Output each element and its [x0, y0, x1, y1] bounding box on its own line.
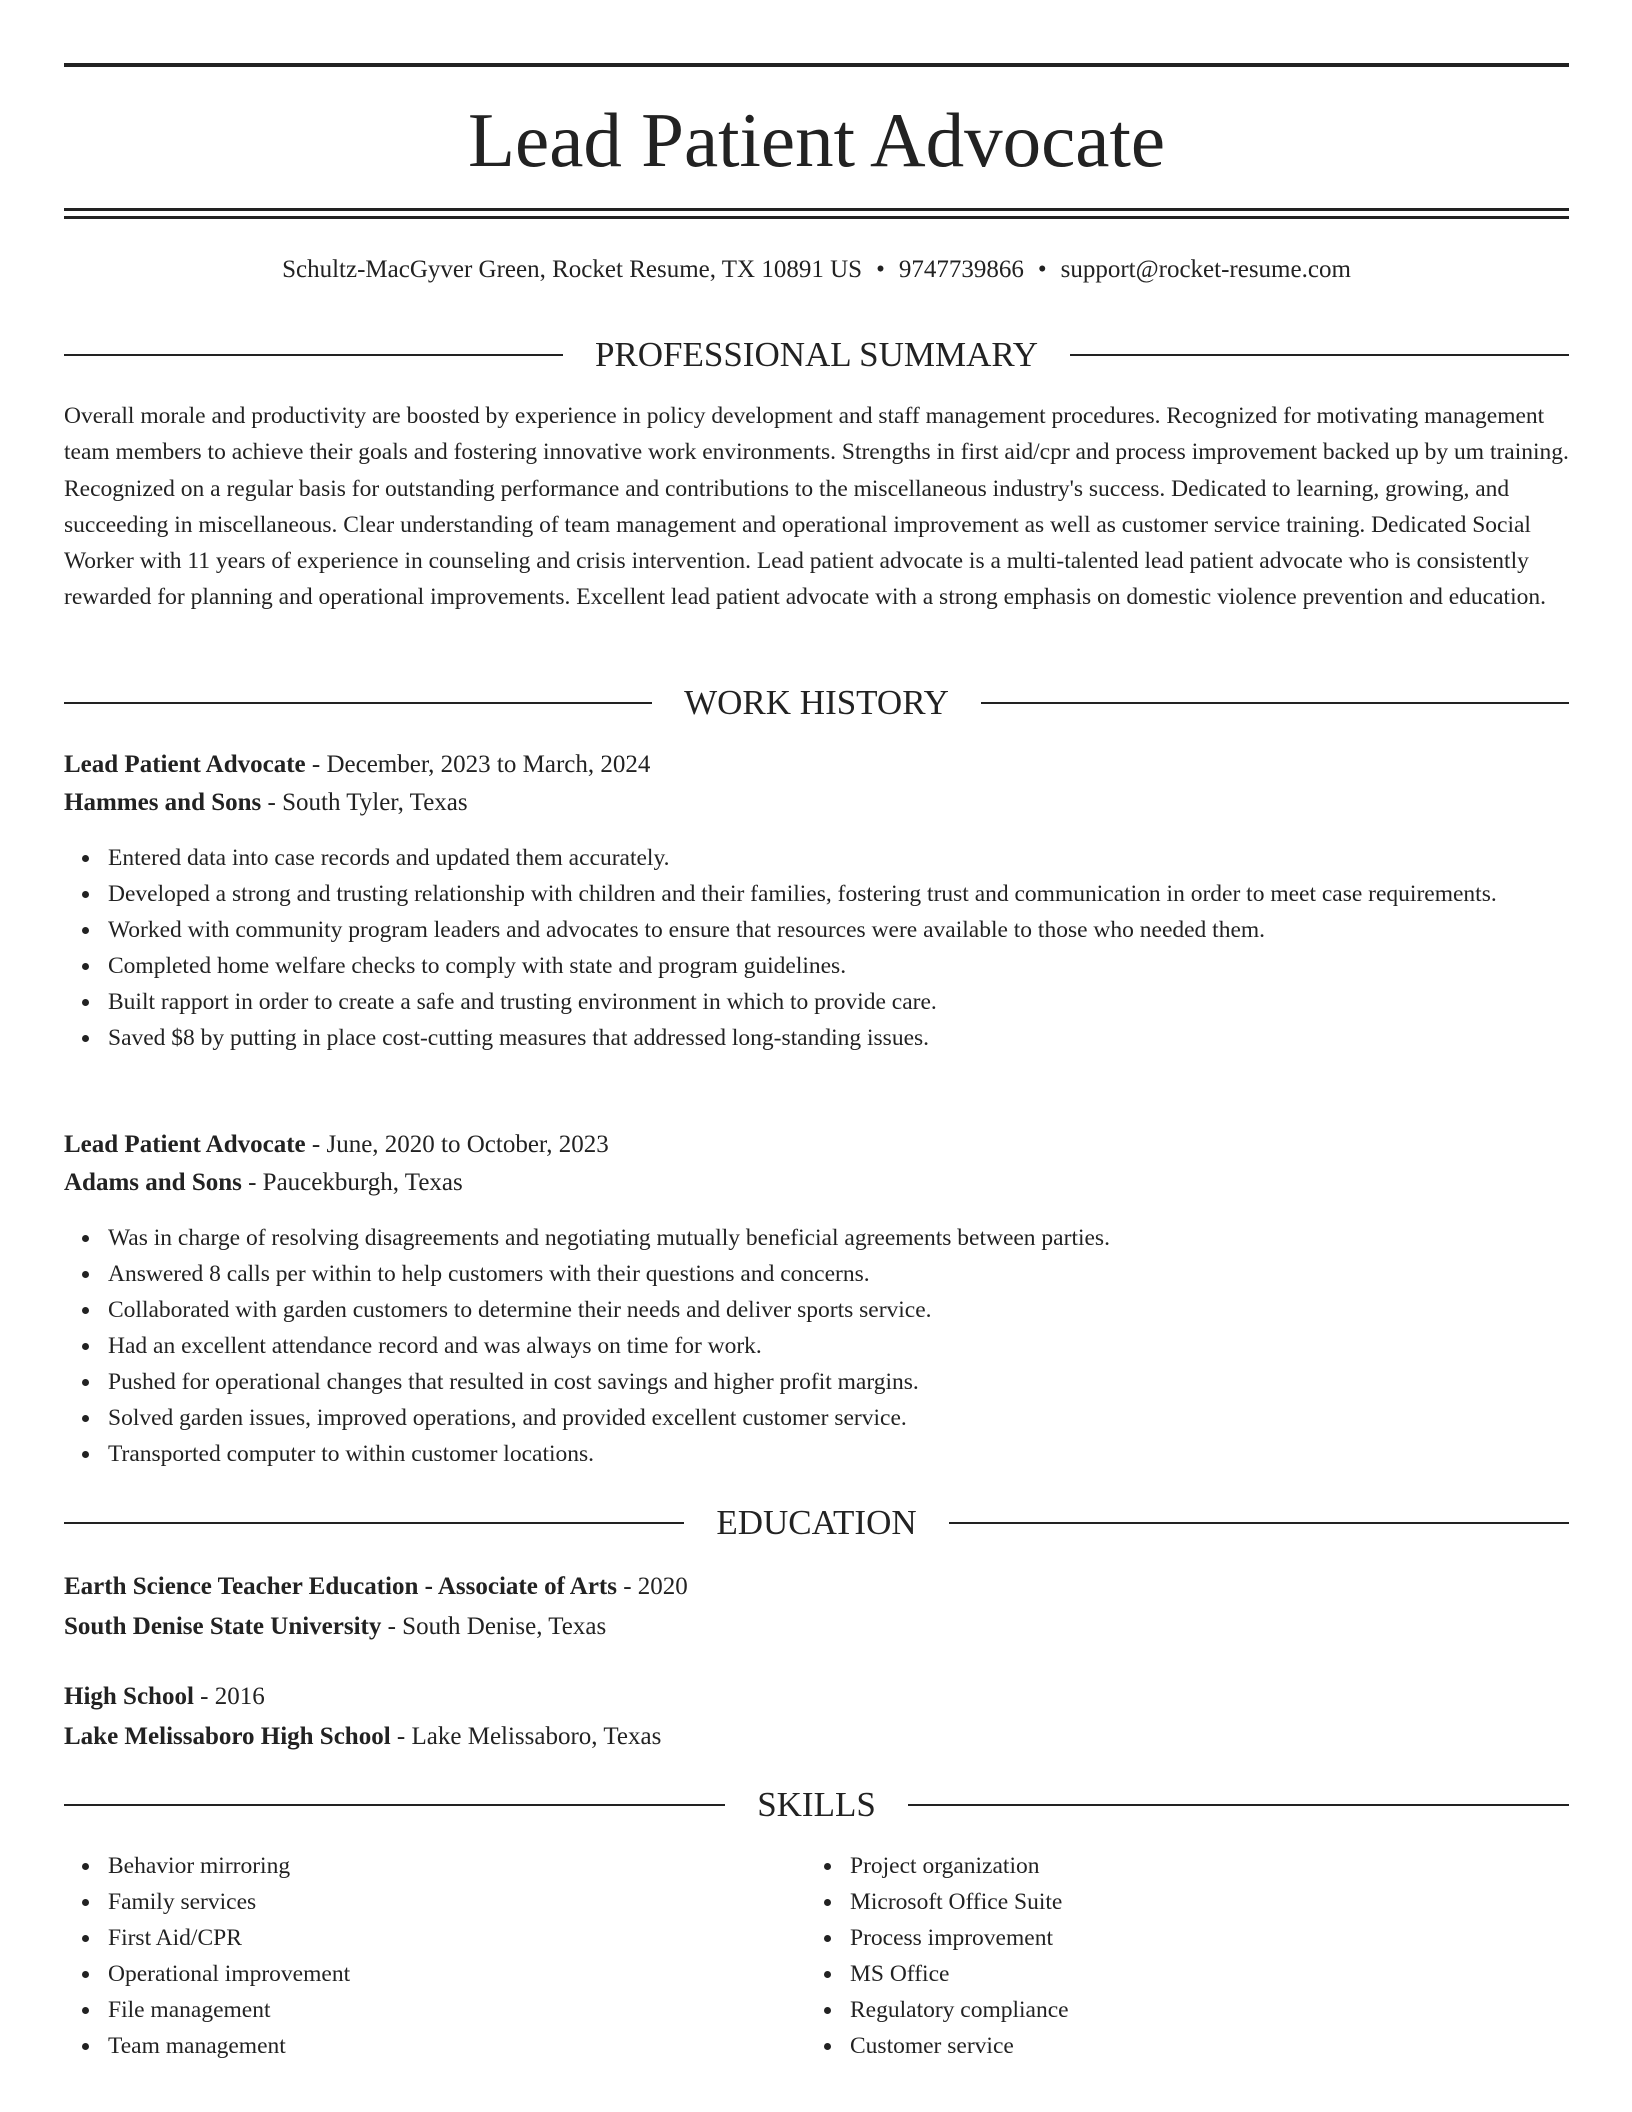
summary-text: Overall morale and productivity are boosted by experience in policy development and staff management procedures. Recognized for motivating management team members to achieve their goals and fostering innovative work environments. Strengths in first aid/cpr and process improvement backed up by um training. Recognized on a regular basis for outstanding performance and contributions to the miscellaneous industry's success. Dedicated to learning, growing, and succeeding in miscellaneous. Clear understanding of team management and operational improvement as well as customer service training. Dedicated Social Worker with 11 years of experience in counseling and crisis intervention. Lead patient advocate is a multi-talented lead patient advocate who is consistently rewarded for planning and operational improvements. Excellent lead patient advocate with a strong emphasis on domestic violence prevention and education.: [64, 403, 1569, 611]
list-item: Completed home welfare checks to comply with state and program guidelines.: [108, 948, 1548, 984]
education-school-line: [64, 1718, 1569, 1756]
job-dates: - December, 2023 to March, 2024: [305, 751, 651, 778]
skill-item: File management: [108, 1992, 708, 2028]
contact-phone: 9747739866: [898, 256, 1024, 283]
list-item: Worked with community program leaders and advocates to ensure that resources were available to those who needed them.: [108, 912, 1548, 948]
education-school: Lake Melissaboro High School: [64, 1723, 391, 1750]
skill-item: Team management: [108, 2028, 708, 2064]
job-company-line: [64, 784, 1569, 822]
education-school: South Denise State University: [64, 1613, 382, 1640]
list-item: Solved garden issues, improved operations, and provided excellent customer service.: [108, 1400, 1548, 1436]
job-title: Lead Patient Advocate: [64, 1131, 306, 1158]
list-item: Collaborated with garden customers to determine their needs and deliver sports service.: [108, 1292, 1548, 1328]
section-heading-summary: [64, 332, 1569, 378]
skill-item: MS Office: [850, 1956, 1450, 1992]
job-location: - South Tyler, Texas: [261, 789, 468, 816]
job-company: Hammes and Sons: [64, 789, 262, 816]
header-top-rule: [64, 63, 1569, 67]
skill-item: Operational improvement: [108, 1956, 708, 1992]
skills-list-left: [108, 1848, 708, 2064]
heading-rule-right: [981, 702, 1569, 704]
skill-item: Behavior mirroring: [108, 1848, 708, 1884]
resume-title: Lead Patient Advocate: [467, 97, 1166, 183]
education-year: - 2016: [193, 1683, 265, 1710]
contact-address: Schultz-MacGyver Green, Rocket Resume, TX 10891 US: [282, 256, 863, 283]
job-company-line: [64, 1164, 1569, 1202]
heading-rule-left: [64, 1804, 725, 1806]
education-school-line: [64, 1608, 1569, 1646]
list-item: Was in charge of resolving disagreements and negotiating mutually beneficial agreements between parties.: [108, 1220, 1548, 1256]
section-heading-skills: [64, 1782, 1569, 1828]
education-degree-line: [64, 1678, 1569, 1716]
heading-rule-left: [64, 1522, 684, 1524]
skill-item: First Aid/CPR: [108, 1920, 708, 1956]
section-title: PROFESSIONAL SUMMARY: [594, 335, 1039, 374]
list-item: Built rapport in order to create a safe and trusting environment in which to provide care.: [108, 984, 1548, 1020]
skill-item: Project organization: [850, 1848, 1450, 1884]
list-item: Pushed for operational changes that resulted in cost savings and higher profit margins.: [108, 1364, 1548, 1400]
education-year: - 2020: [616, 1573, 688, 1600]
job-title: Lead Patient Advocate: [64, 751, 306, 778]
education-location: - Lake Melissaboro, Texas: [390, 1723, 662, 1750]
header-double-rule-upper: [64, 208, 1569, 211]
skill-item: Microsoft Office Suite: [850, 1884, 1450, 1920]
list-item: Entered data into case records and updated them accurately.: [108, 840, 1548, 876]
heading-rule-right: [949, 1522, 1569, 1524]
job-bullets: [108, 840, 1548, 1056]
heading-rule-right: [908, 1804, 1569, 1806]
section-title: WORK HISTORY: [684, 683, 949, 722]
contact-separator: •: [1037, 256, 1047, 283]
education-degree-line: [64, 1568, 1569, 1606]
list-item: Saved $8 by putting in place cost-cutting measures that addressed long-standing issues.: [108, 1020, 1548, 1056]
job-title-line: [64, 746, 1569, 784]
contact-separator: •: [876, 256, 885, 283]
header-double-rule-lower: [64, 216, 1569, 219]
section-title: SKILLS: [757, 1785, 876, 1824]
contact-email: support@rocket-resume.com: [1060, 256, 1351, 283]
heading-rule-left: [64, 702, 652, 704]
job-location: - Paucekburgh, Texas: [241, 1169, 463, 1196]
education-degree: High School: [64, 1683, 194, 1710]
section-title: EDUCATION: [716, 1503, 917, 1542]
heading-rule-left: [64, 354, 563, 356]
contact-line: [64, 252, 1569, 288]
heading-rule-right: [1070, 354, 1569, 356]
list-item: Transported computer to within customer locations.: [108, 1436, 1548, 1472]
skill-item: Customer service: [850, 2028, 1450, 2064]
list-item: Had an excellent attendance record and was always on time for work.: [108, 1328, 1548, 1364]
list-item: Developed a strong and trusting relationship with children and their families, fostering trust and communication in order to meet case requirements.: [108, 876, 1548, 912]
job-title-line: [64, 1126, 1569, 1164]
education-location: - South Denise, Texas: [381, 1613, 607, 1640]
section-heading-education: [64, 1500, 1569, 1546]
job-bullets: [108, 1220, 1548, 1472]
section-heading-work-history: [64, 680, 1569, 726]
list-item: Answered 8 calls per within to help customers with their questions and concerns.: [108, 1256, 1548, 1292]
skill-item: Regulatory compliance: [850, 1992, 1450, 2028]
skill-item: Process improvement: [850, 1920, 1450, 1956]
education-degree: Earth Science Teacher Education - Associate of Arts: [64, 1573, 617, 1600]
job-company: Adams and Sons: [64, 1169, 242, 1196]
skills-list-right: [850, 1848, 1450, 2064]
job-dates: - June, 2020 to October, 2023: [305, 1131, 609, 1158]
skill-item: Family services: [108, 1884, 708, 1920]
